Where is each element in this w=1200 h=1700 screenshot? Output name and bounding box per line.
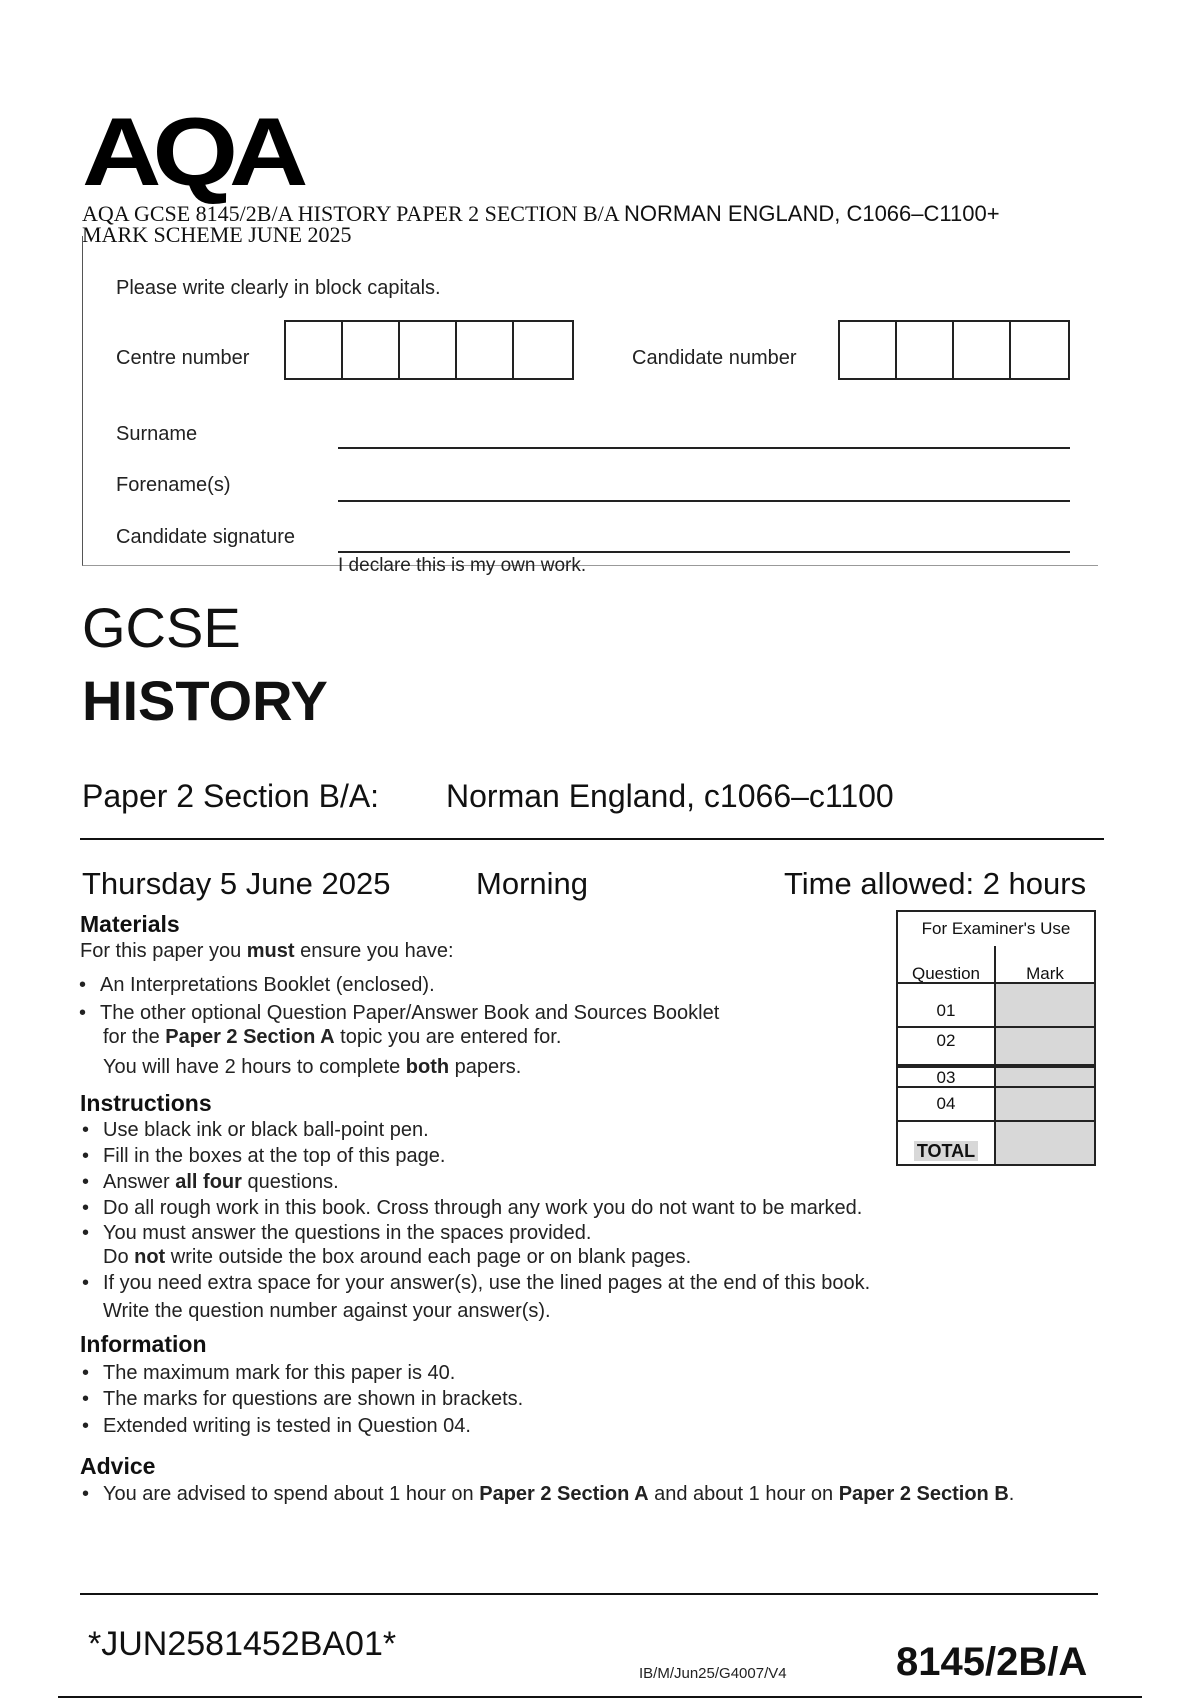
total-mark-cell[interactable] [996, 1122, 1094, 1164]
materials-intro-text: ensure you have: [294, 940, 454, 962]
candidate-number-label: Candidate number [632, 347, 797, 369]
question-number: 01 [898, 984, 996, 1026]
mark-column-header: Mark [996, 946, 1094, 982]
examiner-table-title: For Examiner's Use [896, 910, 1096, 948]
doc-title-topic: NORMAN ENGLAND, C1066–C1100+ [623, 201, 1000, 226]
qualification-title: GCSE [82, 596, 241, 659]
candidate-number-cell[interactable] [1011, 322, 1068, 378]
question-number: 02 [898, 1028, 996, 1064]
forenames-field[interactable] [338, 500, 1070, 502]
signature-label: Candidate signature [116, 526, 296, 548]
table-row [896, 982, 1096, 1028]
candidate-number-cell[interactable] [840, 322, 897, 378]
list-item: • Do all rough work in this book. Cross through any work you do not want to be marked. [103, 1196, 862, 1220]
question-column-header: Question [898, 946, 996, 982]
list-item: • Use black ink or black ball-point pen. [103, 1118, 429, 1142]
centre-number-cell[interactable] [514, 322, 571, 378]
aqa-logo: AQA [82, 97, 300, 207]
advice-heading: Advice [80, 1453, 156, 1479]
table-row [896, 1026, 1096, 1066]
bottom-rule [58, 1696, 1142, 1698]
doc-title-part2: MARK SCHEME JUNE 2025 [82, 222, 352, 247]
list-item: • The other optional Question Paper/Answer Book and Sources Booklet [100, 1001, 719, 1025]
materials-intro-text: For this paper you [80, 940, 247, 962]
materials-note-emphasis: both [405, 1056, 450, 1078]
centre-number-label: Centre number [116, 347, 250, 369]
mark-cell[interactable] [996, 1088, 1094, 1120]
centre-number-cell[interactable] [457, 322, 514, 378]
paper-code: 8145/2B/A [896, 1640, 1088, 1684]
table-row-total [896, 1120, 1096, 1166]
subject-title: HISTORY [82, 669, 328, 732]
instructions-heading: Instructions [80, 1090, 212, 1116]
list-item: • The maximum mark for this paper is 40. [103, 1361, 455, 1385]
surname-label: Surname [116, 423, 198, 445]
list-item: • The marks for questions are shown in brackets. [103, 1387, 523, 1411]
materials-note-text: papers. [449, 1056, 522, 1078]
list-item-emphasis: Paper 2 Section B [838, 1483, 1009, 1505]
list-item-text: Answer [103, 1171, 176, 1193]
forenames-label: Forename(s) [116, 474, 231, 496]
centre-number-cell[interactable] [286, 322, 343, 378]
table-row [896, 1086, 1096, 1122]
barcode-text: *JUN2581452BA01* [88, 1625, 397, 1663]
topic-title: Norman England, c1066–c1100 [446, 778, 894, 814]
list-item-text: for the [103, 1026, 166, 1048]
list-item [103, 1482, 1014, 1506]
exam-session: Morning [476, 866, 588, 901]
list-item: • Extended writing is tested in Question 04. [103, 1414, 471, 1438]
signature-field[interactable] [338, 551, 1070, 553]
candidate-number-cell[interactable] [897, 322, 954, 378]
divider [80, 838, 1104, 840]
list-item-text: write outside the box around each page or on blank pages. [165, 1246, 692, 1268]
list-item-text: . [1008, 1483, 1015, 1505]
centre-number-cell[interactable] [400, 322, 457, 378]
list-item-text: You are advised to spend about 1 hour on [103, 1483, 480, 1505]
list-item-continuation [103, 1245, 691, 1269]
list-item-continuation: Write the question number against your answer(s). [103, 1300, 551, 1322]
candidate-number-cell[interactable] [954, 322, 1011, 378]
materials-heading: Materials [80, 911, 180, 937]
exam-date: Thursday 5 June 2025 [82, 866, 391, 901]
declaration-text: I declare this is my own work. [338, 555, 587, 576]
list-item [103, 1170, 339, 1194]
surname-field[interactable] [338, 447, 1070, 449]
materials-intro-emphasis: must [246, 940, 295, 962]
block-capitals-instruction: Please write clearly in block capitals. [116, 277, 441, 299]
list-item-emphasis: Paper 2 Section A [165, 1026, 335, 1048]
mark-cell[interactable] [996, 1028, 1094, 1064]
total-label-text: TOTAL [914, 1141, 978, 1161]
list-item-text: Do [103, 1246, 135, 1268]
list-item-text: and about 1 hour on [648, 1483, 839, 1505]
mark-cell[interactable] [996, 984, 1094, 1026]
list-item-text: questions. [241, 1171, 339, 1193]
list-item-emphasis: Paper 2 Section A [479, 1483, 649, 1505]
question-number: 04 [898, 1088, 996, 1120]
paper-label: Paper 2 Section B/A: [82, 778, 380, 814]
list-item-continuation [103, 1025, 561, 1049]
candidate-number-boxes[interactable] [838, 320, 1070, 380]
mark-cell[interactable] [996, 1068, 1094, 1086]
list-item-emphasis: all four [175, 1171, 242, 1193]
time-allowed: Time allowed: 2 hours [784, 866, 1087, 901]
materials-intro [80, 939, 454, 963]
doc-title-part1: AQA GCSE 8145/2B/A HISTORY PAPER 2 SECTION B/A [82, 201, 624, 226]
table-row [896, 1066, 1096, 1088]
list-item: • An Interpretations Booklet (enclosed). [100, 973, 435, 997]
reference-code: IB/M/Jun25/G4007/V4 [639, 1665, 787, 1682]
examiner-table-header-row [896, 946, 1096, 984]
footer-divider [80, 1593, 1098, 1595]
list-item-text: topic you are entered for. [334, 1026, 562, 1048]
question-number: 03 [898, 1068, 996, 1086]
centre-number-boxes[interactable] [284, 320, 574, 380]
list-item: • If you need extra space for your answer(s), use the lined pages at the end of this book. [103, 1271, 870, 1295]
centre-number-cell[interactable] [343, 322, 400, 378]
total-label [898, 1122, 996, 1164]
materials-note [103, 1055, 521, 1079]
information-heading: Information [80, 1331, 207, 1357]
list-item: • You must answer the questions in the spaces provided. [103, 1221, 591, 1245]
list-item: • Fill in the boxes at the top of this page. [103, 1144, 445, 1168]
materials-note-text: You will have 2 hours to complete [103, 1056, 406, 1078]
list-item-emphasis: not [134, 1246, 166, 1268]
